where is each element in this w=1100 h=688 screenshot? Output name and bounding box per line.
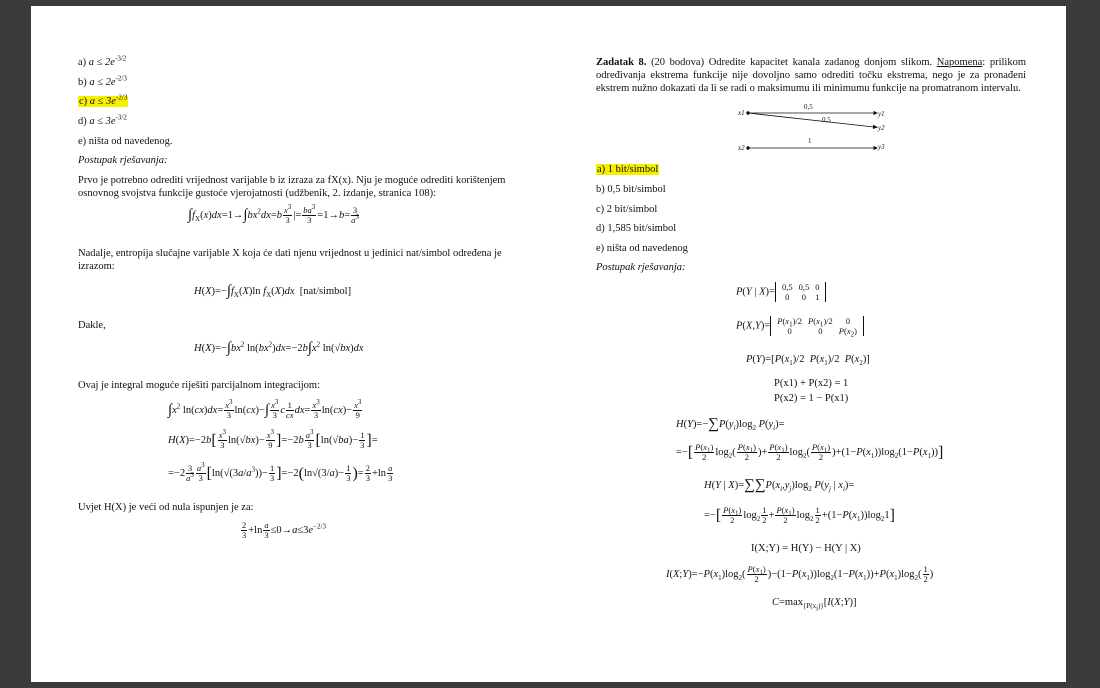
equation-hyx-def: H(Y | $X)=\sum\sum P(x_i,y_j)\log_2$ $P(y_j$ | $x_i)=$ [704, 477, 855, 494]
option-d: d) 1,585 bit/simbol [596, 223, 677, 234]
edge-label-x1-y2: 0,5 [822, 116, 831, 124]
postupak-heading-right: Postupak rješavanja: [596, 262, 686, 273]
option-b: b) 0,5 bit/simbol [596, 184, 666, 195]
node-y2-label: y2 [878, 124, 885, 132]
equation-partial-2: H(X)=−2b[ $\frac{x^3}{3}$ ln(√bx)− $\frac{x^3}{9}$ ]=−2b $\frac{a^3}{3}$ [ln(√ba)− $\frac{1}{3}$ ]= [168, 428, 378, 450]
node-y3-label: y3 [878, 143, 885, 151]
edge-label-x1-y1: 0,5 [804, 103, 813, 111]
option-c-highlighted: c) $a \le 3e^{-2/3}$ [79, 93, 128, 107]
equation-mutual-info: I(X;Y) = H(Y) − H(Y | X) [751, 543, 861, 554]
equation-entropy-def: $H(X)=-\int f_X(X)\ln$ $f_X(X)dx$ [nat/simbol] [194, 283, 352, 300]
node-x1-label: x1 [738, 109, 745, 117]
equation-mutual-info-expanded: $I(X;Y)=-P(x_1)\log_2$( $\frac{P(x_1)}{2}$ )$-(1-P(x_1))\log_2(1-P(x_1))+P(x_1)\log_2$( $\frac{1}{2}$ ) [666, 564, 934, 584]
paragraph-condition: Uvjet H(X) je veći od nula ispunjen je za: [78, 502, 254, 513]
option-c: c) 2 bit/simbol [596, 204, 658, 215]
equation-hy-def: $H(Y)=-\sum P(y_i)\log_2$ $P(y_i)=$ [676, 416, 785, 433]
channel-diagram [736, 102, 886, 152]
option-a: a) $a \le 2e^{-3/2}$ [78, 54, 127, 68]
paragraph-partial-integration: Ovaj je integral moguće riješiti parcijalnom integracijom: [78, 380, 321, 391]
option-b: b) $a \le 2e^{-2/3}$ [78, 74, 127, 88]
edge-x1-y2 [748, 113, 874, 127]
node-x2-label: x2 [738, 144, 745, 152]
equation-entropy-expanded: $H(X)=-\int bx^2$ $\ln(bx^2)dx=-2b\int x^2$ ln(√bx)dx [194, 340, 364, 357]
matrix-p-y-given-x: P(Y | X)= 0,5 0,5 0 0 0 1 [736, 282, 826, 302]
equation-condition: $\frac{2}{3}$ +ln $\frac{a}{3}$ $\le 0\to a\le 3e^{-2/3}$ [242, 520, 326, 540]
option-e: e) ništa od navedenog. [78, 136, 173, 147]
equation-partial-1: $\int x^2$ ln(cx)dx= $\frac{x^3}{3}$ ln(cx)−∫ $\frac{x^3}{3}$ c $\frac{1}{cx}$ dx= $\frac{x^3}{3}$ ln(cx)− $\frac{x^3}{9}$ [168, 398, 362, 420]
option-a-highlighted: a) 1 bit/simbol [597, 164, 659, 175]
node-y1-label: y1 [878, 110, 885, 118]
postupak-heading-left: Postupak rješavanja: [78, 155, 168, 166]
zadatak-8-text: Zadatak 8. (20 bodova) Odredite kapacitet kanala zadanog donjom slikom. Napomena: prilikom određivanja ekstrema funkcije nije dovoljno samo odrediti točku ekstrema, nego je za pronađeni ekstrem nužno dokazati da li se radi o maksimumu ili minimumu funkcije na promatranom intervalu. [596, 57, 1026, 94]
paragraph-b-intro: Prvo je potrebno odrediti vrijednost varijable b iz izraza za fX(x). Nju je moguće odrediti korištenjem osnovnog svojstva funkcije gustoće vjerojatnosti (udžbenik, 2. izdanje, stranica 108): [78, 175, 506, 199]
dakle-text: Dakle, [78, 320, 106, 331]
equation-normalization: $\int f_X(x)dx=1\to\int bx^2dx=b$ $\frac{x^3}{3}$ |= $\frac{ba^3}{3}$ =1→b= $\frac{3}{a^3}$ [188, 203, 359, 225]
equation-hy-expanded: =−[ $\frac{P(x_1)}{2}$ $\log_2$( $\frac{P(x_1)}{2}$ )+ $\frac{P(x_1)}{2}$ $\log_2$( $\frac{P(x_1)}{2}$ )$+(1-P(x_1))\log_2(1-P(x_1))$] [676, 442, 944, 462]
equation-capacity: $C=\max_{\{P(x_i)\}}[I(X;Y)]$ [772, 597, 857, 613]
matrix-p-xy: P(X,Y)= $P(x_1)/2$ $P(x_1)/2$ 0 0 0 $P(x_2)$ [736, 316, 864, 336]
equation-partial-3: =−2 $\frac{3}{a^3}$ $\frac{a^3}{3}$ [$\ln(√(3a/a^3))-$ $\frac{1}{3}$ ]=−2(ln√(3/a)− $\frac{1}{3}$ )= $\frac{2}{3}$ +ln $\frac{a}{3}$ [168, 461, 393, 483]
option-e: e) ništa od navedenog [596, 243, 688, 254]
option-d: d) $a \le 3e^{-3/2}$ [78, 113, 127, 127]
edge-label-x2-y3: 1 [808, 137, 812, 145]
document-page [31, 6, 1066, 682]
equation-sum-px: P(x1) + P(x2) = 1 [774, 378, 849, 389]
equation-hyx-expanded: =−[ $\frac{P(x_1)}{2}$ $\log_2$ $\frac{1}{2}$ + $\frac{P(x_1)}{2}$ $\log_2$ $\frac{1}{2}$ $+(1-P(x_1))\log_21$] [704, 505, 895, 525]
vector-p-y: $P(Y)=[P(x_1)/2$ $P(x_1)/2$ $P(x_2)$] [746, 354, 870, 368]
equation-px2: P(x2) = 1 − P(x1) [774, 393, 849, 404]
paragraph-entropy-intro: Nadalje, entropija slučajne varijable X koja će dati njenu vrijednost u jedinici nat/simbol određena je izrazom: [78, 248, 502, 272]
